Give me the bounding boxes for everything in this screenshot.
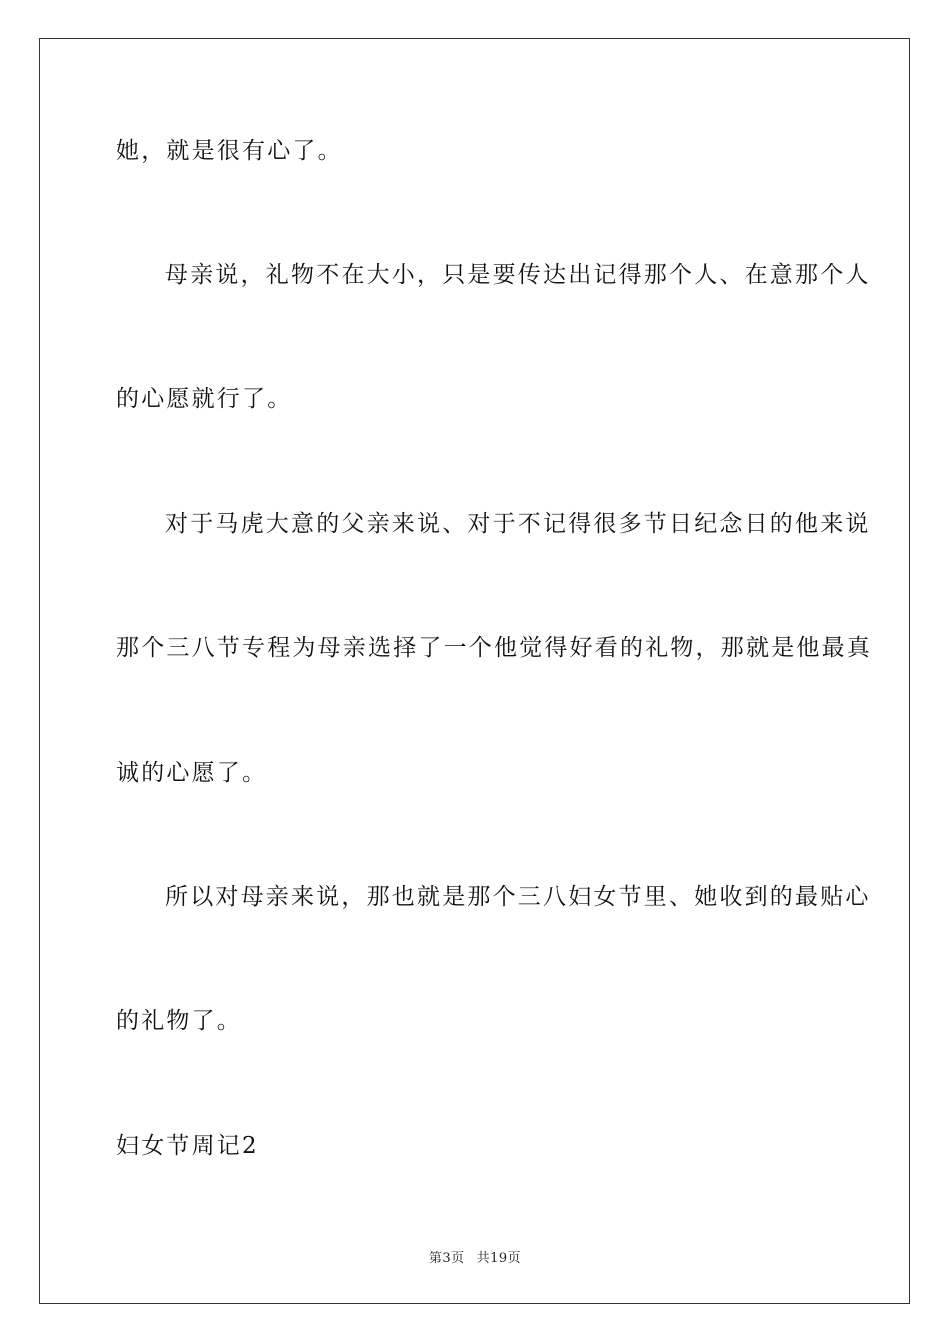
- paragraph-start: 所以对母亲来说，那也就是那个三八妇女节里、她收到的最贴心: [165, 884, 871, 910]
- total-pages: 共19页: [476, 1251, 522, 1266]
- paragraph-start: 母亲说，礼物不在大小，只是要传达出记得那个人、在意那个人: [165, 262, 871, 288]
- text-line: 的礼物了。: [116, 1008, 242, 1034]
- page-border: [39, 38, 910, 1304]
- text-line: 的心愿就行了。: [116, 386, 293, 412]
- paragraph-start: 对于马虎大意的父亲来说、对于不记得很多节日纪念日的他来说: [165, 511, 871, 537]
- text-line: 诚的心愿了。: [116, 760, 268, 786]
- text-line: 她，就是很有心了。: [116, 138, 343, 164]
- current-page-number: 第3页: [428, 1251, 465, 1266]
- section-heading: 妇女节周记2: [116, 1133, 259, 1159]
- page-footer: [0, 1247, 950, 1266]
- text-line: 那个三八节专程为母亲选择了一个他觉得好看的礼物，那就是他最真: [116, 635, 872, 661]
